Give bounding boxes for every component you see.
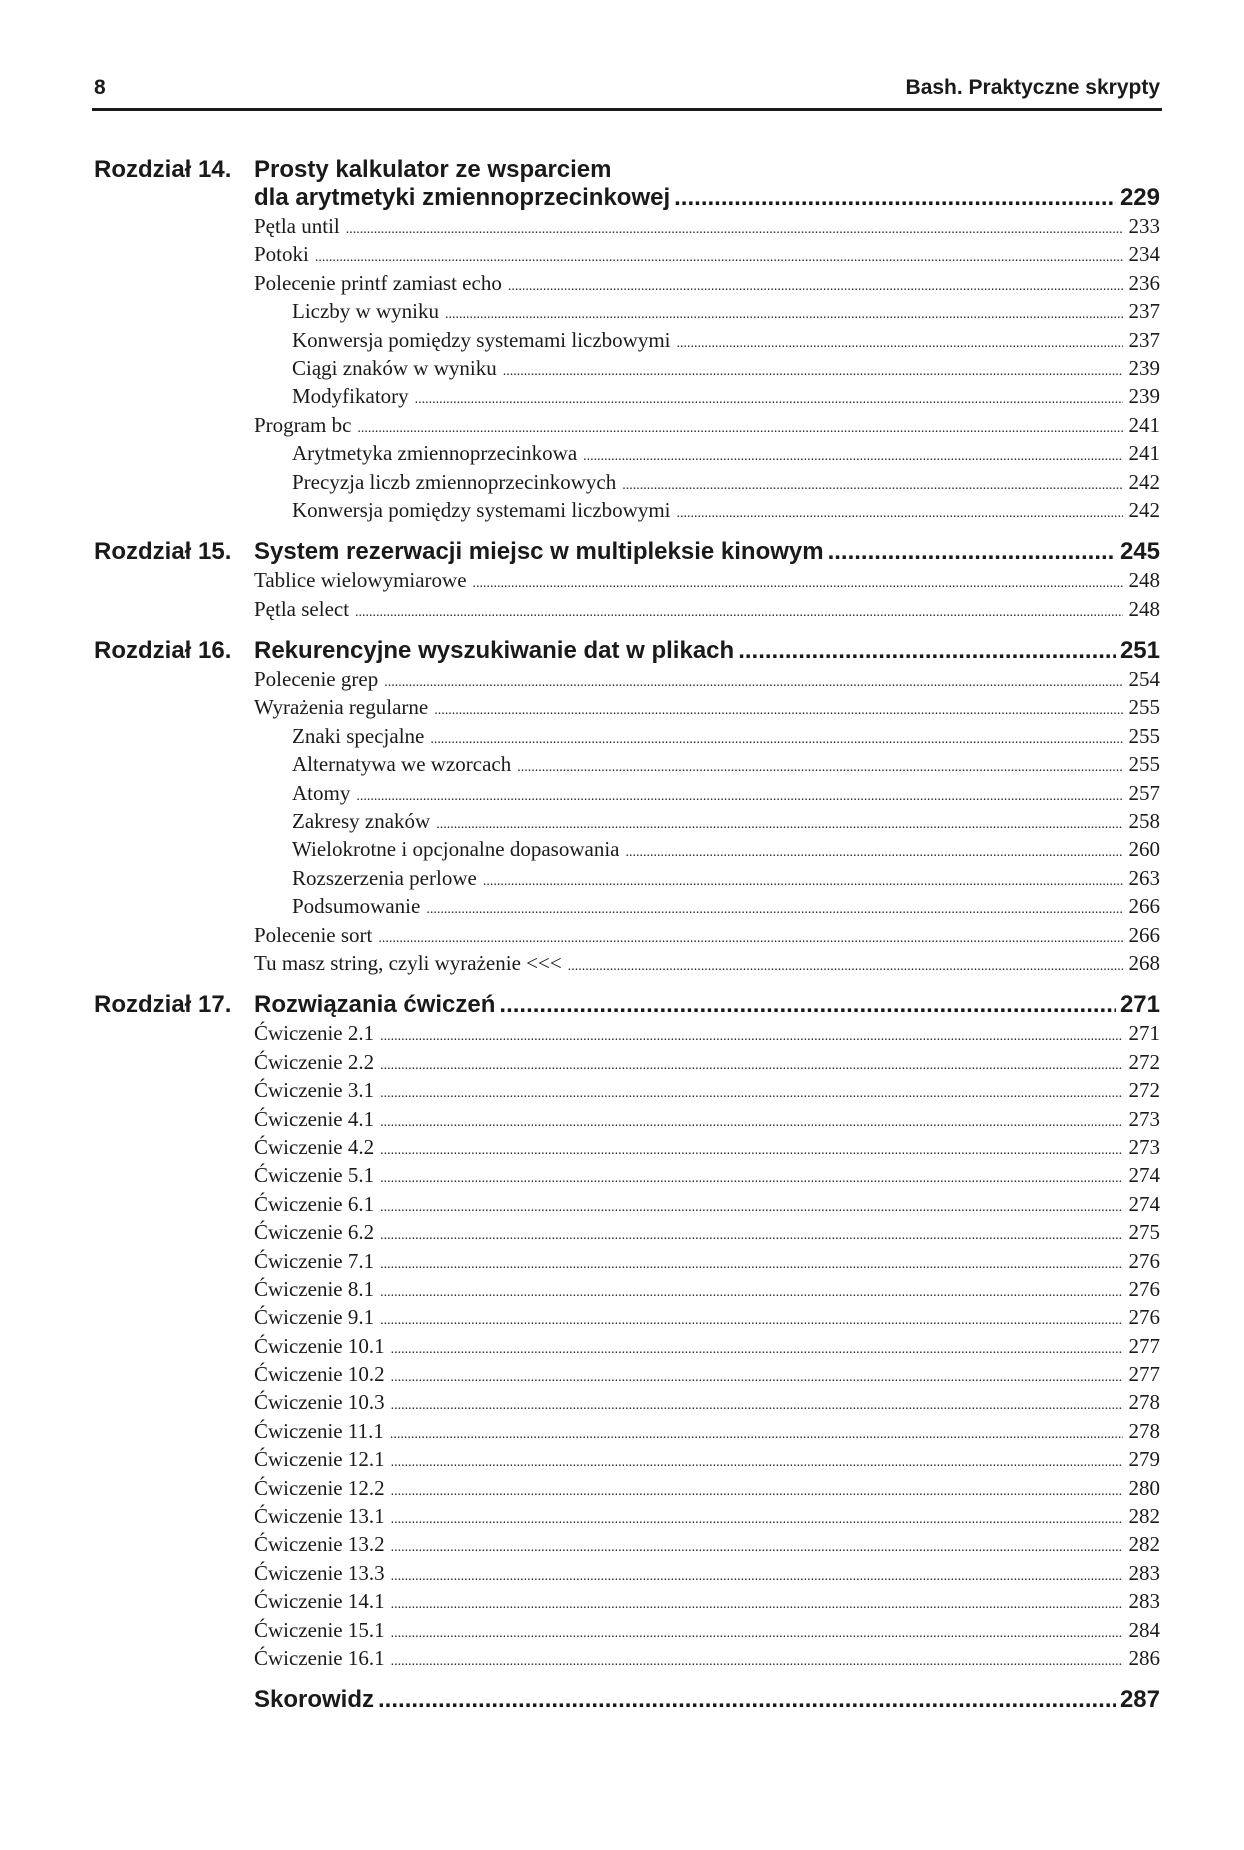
toc-entry: Ćwiczenie 10.1 ..... 277 — [254, 1332, 1160, 1360]
toc-entry: Ćwiczenie 4.2 ..... 273 — [254, 1133, 1160, 1161]
toc-entry: Ćwiczenie 13.2 ..... 282 — [254, 1530, 1160, 1558]
toc-subentry: Atomy ..... 257 — [292, 779, 1160, 807]
dot-leader — [499, 991, 1116, 1019]
toc-subentry: Precyzja liczb zmiennoprzecinkowych ..... 242 — [292, 468, 1160, 496]
toc-entry: Tu masz string, czyli wyrażenie <<< ..... 268 — [254, 949, 1160, 977]
toc-entry: Ćwiczenie 16.1 ..... 286 — [254, 1644, 1160, 1672]
toc-entry: Ćwiczenie 6.2 ..... 275 — [254, 1218, 1160, 1246]
toc-subentry: Wielokrotne i opcjonalne dopasowania ..... 260 — [292, 835, 1160, 863]
chapter-number: Rozdział 17. — [94, 991, 232, 1019]
chapter-title: System rezerwacji miejsc w multipleksie kinowym — [254, 538, 824, 566]
toc-entry: Polecenie sort ..... 266 — [254, 921, 1160, 949]
toc-entry: Ćwiczenie 4.1 ..... 273 — [254, 1105, 1160, 1133]
toc-entry: Ćwiczenie 9.1 ..... 276 — [254, 1303, 1160, 1331]
index-title: Skorowidz — [254, 1686, 375, 1714]
chapter-15 — [94, 538, 1160, 623]
toc-entry: Ćwiczenie 12.1 ..... 279 — [254, 1445, 1160, 1473]
chapter-number: Rozdział 16. — [94, 637, 232, 665]
toc-entry: Ćwiczenie 7.1 ..... 276 — [254, 1247, 1160, 1275]
chapter-title: Rekurencyjne wyszukiwanie dat w plikach — [254, 637, 735, 665]
toc-subentry: Ciągi znaków w wyniku ..... 239 — [292, 354, 1160, 382]
toc-entry: Ćwiczenie 11.1 ..... 278 — [254, 1417, 1160, 1445]
toc-subentry: Zakresy znaków ..... 258 — [292, 807, 1160, 835]
dot-leader — [828, 538, 1116, 566]
index-page: 287 — [1119, 1686, 1160, 1714]
toc-subentry: Konwersja pomiędzy systemami liczbowymi ..... 237 — [292, 326, 1160, 354]
toc-subentry: Podsumowanie ..... 266 — [292, 892, 1160, 920]
toc-entry: Ćwiczenie 10.2 ..... 277 — [254, 1360, 1160, 1388]
chapter-title: Rozwiązania ćwiczeń — [254, 991, 496, 1019]
toc-entry: Ćwiczenie 8.1 ..... 276 — [254, 1275, 1160, 1303]
chapter-title: Prosty kalkulator ze wsparciem — [254, 156, 612, 183]
page-number: 8 — [94, 76, 106, 99]
toc-entry: Ćwiczenie 3.1 ..... 272 — [254, 1076, 1160, 1104]
page-header — [94, 74, 1160, 104]
toc-entry: Polecenie printf zamiast echo ..... 236 — [254, 269, 1160, 297]
toc-entry: Program bc ..... 241 — [254, 411, 1160, 439]
toc-entry: Ćwiczenie 5.1 ..... 274 — [254, 1161, 1160, 1189]
toc-entry: Ćwiczenie 13.1 ..... 282 — [254, 1502, 1160, 1530]
toc-entry: Ćwiczenie 14.1 ..... 283 — [254, 1587, 1160, 1615]
toc-subentry: Znaki specjalne ..... 255 — [292, 722, 1160, 750]
toc-entry: Potoki ..... 234 — [254, 240, 1160, 268]
toc-entry: Pętla select ..... 248 — [254, 595, 1160, 623]
toc-subentry: Modyfikatory ..... 239 — [292, 382, 1160, 410]
toc-subentry: Alternatywa we wzorcach ..... 255 — [292, 750, 1160, 778]
dot-leader — [738, 637, 1116, 665]
toc-entry: Wyrażenia regularne ..... 255 — [254, 693, 1160, 721]
toc-entry: Ćwiczenie 10.3 ..... 278 — [254, 1388, 1160, 1416]
toc-entry: Tablice wielowymiarowe ..... 248 — [254, 566, 1160, 594]
header-rule — [92, 108, 1162, 111]
chapter-page: 251 — [1119, 637, 1160, 665]
chapter-16 — [94, 637, 1160, 977]
toc-subentry: Rozszerzenia perlowe ..... 263 — [292, 864, 1160, 892]
chapter-page: 245 — [1119, 538, 1160, 566]
chapter-title-continued: dla arytmetyki zmiennoprzecinkowej — [254, 184, 671, 211]
toc-entry: Polecenie grep ..... 254 — [254, 665, 1160, 693]
chapter-number: Rozdział 14. — [94, 156, 232, 183]
toc-entry: Ćwiczenie 2.2 ..... 272 — [254, 1048, 1160, 1076]
dot-leader — [378, 1686, 1116, 1714]
table-of-contents — [94, 156, 1160, 1714]
dot-leader — [674, 184, 1116, 212]
toc-entry: Pętla until ..... 233 — [254, 212, 1160, 240]
toc-entry: Ćwiczenie 12.2 ..... 280 — [254, 1474, 1160, 1502]
toc-entry: Ćwiczenie 15.1 ..... 284 — [254, 1616, 1160, 1644]
toc-entry: Ćwiczenie 13.3 ..... 283 — [254, 1559, 1160, 1587]
running-book-title: Bash. Praktyczne skrypty — [905, 76, 1160, 99]
toc-entry: Ćwiczenie 6.1 ..... 274 — [254, 1190, 1160, 1218]
toc-entry: Ćwiczenie 2.1 ..... 271 — [254, 1019, 1160, 1047]
toc-subentry: Arytmetyka zmiennoprzecinkowa ..... 241 — [292, 439, 1160, 467]
toc-subentry: Konwersja pomiędzy systemami liczbowymi ..... 242 — [292, 496, 1160, 524]
index-section — [94, 1686, 1160, 1714]
chapter-17 — [94, 991, 1160, 1672]
chapter-14 — [94, 156, 1160, 524]
chapter-page: 271 — [1119, 991, 1160, 1019]
toc-subentry: Liczby w wyniku ..... 237 — [292, 297, 1160, 325]
chapter-page: 229 — [1119, 184, 1160, 211]
chapter-number: Rozdział 15. — [94, 538, 232, 566]
